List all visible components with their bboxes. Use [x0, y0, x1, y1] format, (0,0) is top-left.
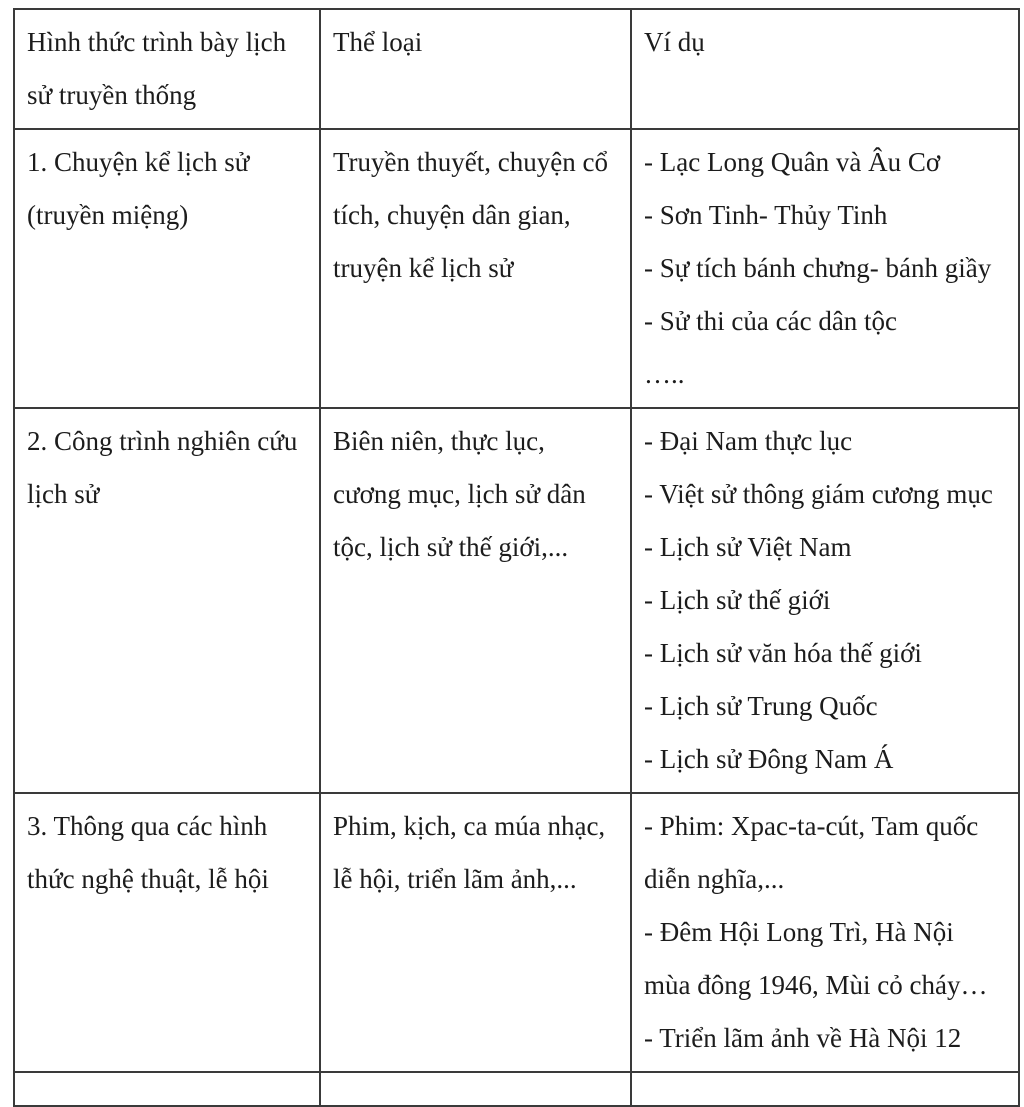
example-item: - Lạc Long Quân và Âu Cơ — [644, 147, 941, 177]
cell-form-3: 3. Thông qua các hình thức nghệ thuật, lễ hội — [14, 793, 320, 1072]
header-cell-form: Hình thức trình bày lịch sử truyền thống — [14, 9, 320, 129]
example-item: - Việt sử thông giám cương mục — [644, 479, 993, 509]
table-row-clipped — [14, 1072, 1019, 1106]
cell-examples-2 — [631, 408, 1019, 793]
example-item: ….. — [644, 359, 685, 389]
example-item: - Triển lãm ảnh về Hà Nội 12 — [644, 1023, 962, 1053]
history-presentation-table — [13, 8, 1020, 1107]
cell-examples-1 — [631, 129, 1019, 408]
example-item: - Lịch sử Đông Nam Á — [644, 744, 894, 774]
example-item: - Phim: Xpac-ta-cút, Tam quốc diễn nghĩa,... — [644, 811, 979, 894]
table-row — [14, 408, 1019, 793]
cell-empty — [631, 1072, 1019, 1106]
cell-form-1: 1. Chuyện kể lịch sử (truyền miệng) — [14, 129, 320, 408]
example-item: - Lịch sử Trung Quốc — [644, 691, 878, 721]
cell-genre-1: Truyền thuyết, chuyện cổ tích, chuyện dân gian, truyện kể lịch sử — [320, 129, 631, 408]
example-item: - Sự tích bánh chưng- bánh giầy — [644, 253, 992, 283]
example-item: - Sơn Tinh- Thủy Tinh — [644, 200, 888, 230]
cell-form-2: 2. Công trình nghiên cứu lịch sử — [14, 408, 320, 793]
table-header-row — [14, 9, 1019, 129]
cell-genre-3: Phim, kịch, ca múa nhạc, lễ hội, triển lãm ảnh,... — [320, 793, 631, 1072]
example-item: - Lịch sử văn hóa thế giới — [644, 638, 922, 668]
cell-empty — [14, 1072, 320, 1106]
example-item: - Sử thi của các dân tộc — [644, 306, 898, 336]
cell-examples-3 — [631, 793, 1019, 1072]
header-cell-example: Ví dụ — [631, 9, 1019, 129]
example-item: - Đại Nam thực lục — [644, 426, 853, 456]
table-row — [14, 129, 1019, 408]
table-row — [14, 793, 1019, 1072]
header-cell-genre: Thể loại — [320, 9, 631, 129]
example-item: - Đêm Hội Long Trì, Hà Nội mùa đông 1946, Mùi cỏ cháy… — [644, 917, 988, 1000]
example-item: - Lịch sử Việt Nam — [644, 532, 852, 562]
example-item: - Lịch sử thế giới — [644, 585, 831, 615]
cell-empty — [320, 1072, 631, 1106]
cell-genre-2: Biên niên, thực lục, cương mục, lịch sử dân tộc, lịch sử thế giới,... — [320, 408, 631, 793]
